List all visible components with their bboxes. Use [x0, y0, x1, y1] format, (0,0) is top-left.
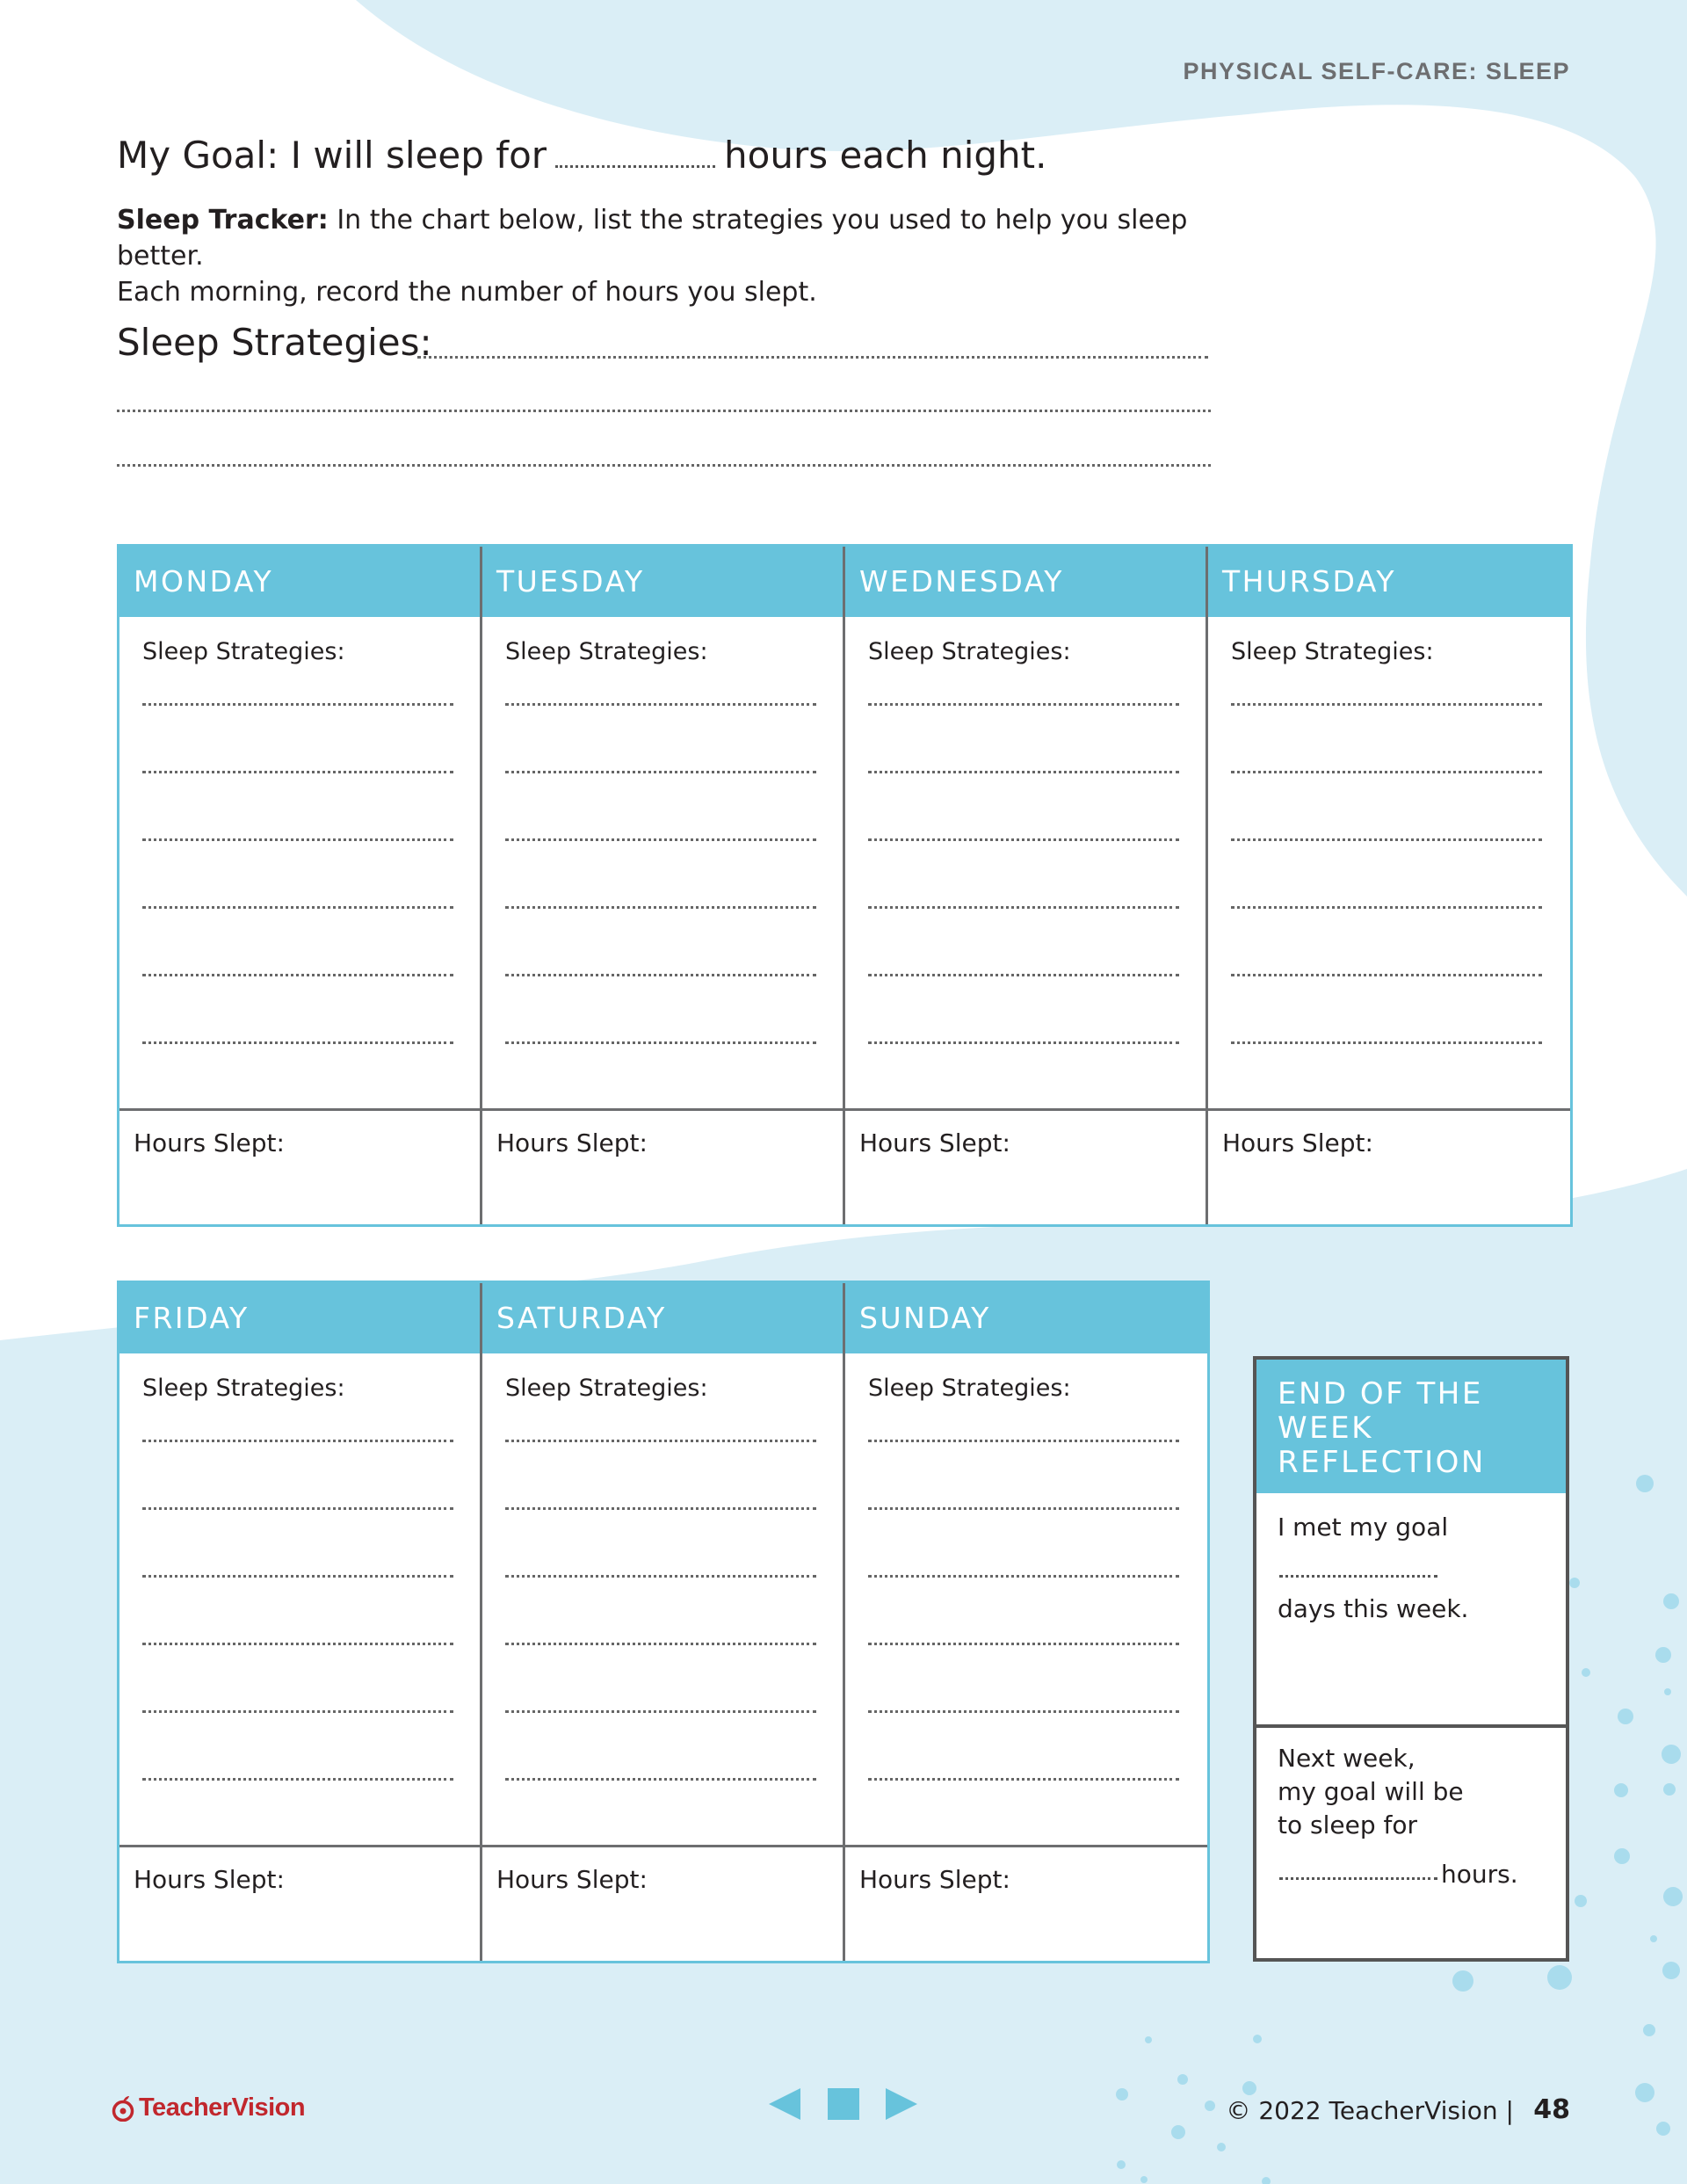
next-week-line2: my goal will be: [1278, 1777, 1464, 1806]
reflection-goal-met-section: [1256, 1493, 1566, 1728]
triangle-left-icon[interactable]: [767, 2086, 802, 2122]
day-column-friday: [119, 1283, 482, 1961]
apple-icon: [111, 2095, 135, 2122]
strategies-label: Sleep Strategies:: [868, 638, 1071, 665]
week-grid-row2: [117, 1281, 1210, 1963]
strategies-label: Sleep Strategies:: [142, 1375, 345, 1402]
hours-slept-cell[interactable]: [845, 1108, 1206, 1224]
day-header: TUESDAY: [482, 547, 843, 617]
day-column-tuesday: [482, 547, 845, 1224]
tracker-line1: In the chart below, list the strategies you used to help you sleep better.: [117, 205, 1188, 272]
goal-suffix: hours each night.: [724, 134, 1047, 177]
hours-text: hours.: [1441, 1860, 1518, 1889]
days-this-week-text: days this week.: [1278, 1594, 1469, 1623]
reflection-title-line1: END OF THE: [1278, 1376, 1483, 1411]
strategies-label: Sleep Strategies:: [868, 1375, 1071, 1402]
hours-slept-label: Hours Slept:: [496, 1865, 648, 1894]
goal-hours-blank[interactable]: [555, 165, 715, 168]
strategies-label: Sleep Strategies:: [505, 638, 708, 665]
day-column-thursday: [1208, 547, 1570, 1224]
next-week-line3: to sleep for: [1278, 1810, 1418, 1839]
hours-slept-cell[interactable]: [845, 1845, 1207, 1961]
day-header: SUNDAY: [845, 1283, 1207, 1353]
days-met-blank[interactable]: [1279, 1575, 1437, 1578]
square-icon[interactable]: [826, 2086, 861, 2122]
strategies-label: Sleep Strategies:: [1231, 638, 1434, 665]
hours-slept-label: Hours Slept:: [134, 1128, 285, 1157]
hours-slept-label: Hours Slept:: [496, 1128, 648, 1157]
day-header: FRIDAY: [119, 1283, 480, 1353]
hours-slept-label: Hours Slept:: [1222, 1128, 1373, 1157]
day-header: SATURDAY: [482, 1283, 843, 1353]
strategies-area[interactable]: [845, 1353, 1207, 1845]
copyright-text: © 2022 TeacherVision |: [1226, 2096, 1514, 2125]
met-goal-text: I met my goal: [1278, 1513, 1449, 1542]
strategies-area[interactable]: [482, 617, 843, 1108]
strategies-blank-3[interactable]: [117, 464, 1211, 467]
goal-prefix: My Goal: I will sleep for: [117, 134, 547, 177]
strategies-area[interactable]: [119, 617, 480, 1108]
week-grid-row1: [117, 544, 1573, 1227]
next-goal-hours-blank[interactable]: [1279, 1877, 1437, 1880]
hours-slept-cell[interactable]: [119, 1108, 480, 1224]
hours-slept-cell[interactable]: [119, 1845, 480, 1961]
strategies-area[interactable]: [482, 1353, 843, 1845]
reflection-box: [1253, 1356, 1569, 1962]
reflection-title-line3: REFLECTION: [1278, 1445, 1486, 1480]
hours-slept-cell[interactable]: [482, 1845, 843, 1961]
strategies-area[interactable]: [1208, 617, 1570, 1108]
triangle-right-icon[interactable]: [884, 2086, 919, 2122]
hours-slept-label: Hours Slept:: [859, 1865, 1010, 1894]
day-column-wednesday: [845, 547, 1208, 1224]
strategies-label: Sleep Strategies:: [142, 638, 345, 665]
strategies-heading: Sleep Strategies:: [117, 321, 432, 364]
reflection-next-goal-section: [1256, 1728, 1566, 1958]
day-column-saturday: [482, 1283, 845, 1961]
day-header: MONDAY: [119, 547, 480, 617]
strategies-blank-1[interactable]: [417, 356, 1208, 359]
strategies-area[interactable]: [845, 617, 1206, 1108]
strategies-label: Sleep Strategies:: [505, 1375, 708, 1402]
hours-slept-label: Hours Slept:: [134, 1865, 285, 1894]
day-header: WEDNESDAY: [845, 547, 1206, 617]
strategies-area[interactable]: [119, 1353, 480, 1845]
next-week-line1: Next week,: [1278, 1744, 1415, 1773]
hours-slept-cell[interactable]: [482, 1108, 843, 1224]
tracker-instructions: [117, 202, 1259, 310]
tracker-label: Sleep Tracker:: [117, 205, 329, 236]
reflection-title-line2: WEEK: [1278, 1411, 1373, 1446]
hours-slept-cell[interactable]: [1208, 1108, 1570, 1224]
reflection-header: [1256, 1360, 1566, 1493]
page-number: 48: [1533, 2094, 1570, 2125]
goal-statement: [117, 134, 1047, 177]
day-header: THURSDAY: [1208, 547, 1570, 617]
logo-text: TeacherVision: [139, 2093, 306, 2122]
tracker-line2: Each morning, record the number of hours you slept.: [117, 277, 817, 308]
day-column-monday: [119, 547, 482, 1224]
section-label: PHYSICAL SELF-CARE: SLEEP: [1183, 58, 1570, 84]
teachervision-logo[interactable]: [111, 2093, 305, 2122]
day-column-sunday: [845, 1283, 1207, 1961]
hours-slept-label: Hours Slept:: [859, 1128, 1010, 1157]
strategies-blank-2[interactable]: [117, 410, 1211, 412]
